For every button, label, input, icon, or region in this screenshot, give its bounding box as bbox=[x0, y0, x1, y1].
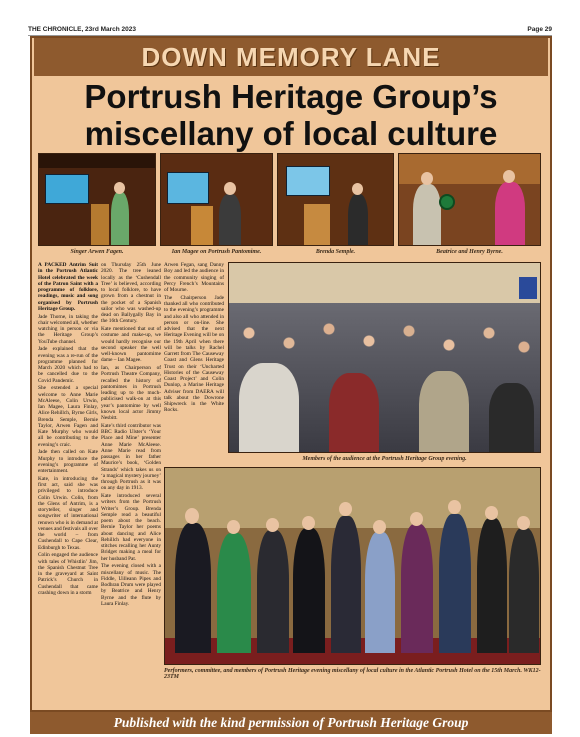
paragraph: Ian, as Chairperson of Portrush Theatre Company, recalled the history of pantomimes in Portrush leading up to the much-publicised walk-on at this year’s pantomime by well known local actor Jimmy Nesbitt. bbox=[101, 365, 161, 421]
page-header bbox=[28, 24, 552, 36]
caption-brenda-semple: Brenda Semple. bbox=[315, 249, 356, 255]
article-column-1 bbox=[38, 262, 98, 598]
headline-line-1: Portrush Heritage Group’s bbox=[84, 78, 498, 115]
paragraph: Kate’s third contributor was BBC Radio Ulster’s ‘Your Place and Mine’ presenter Anne Marie McAleese. Anne Marie read from passages in her father Maurice’s book, ‘Golden Strands’ which takes us on ‘a magical mystery journey’ through Portrush as it was on any day in 1913. bbox=[101, 422, 161, 492]
paragraph: Colin engaged the audience with tales of Whistlin’ Jim, the Spanish Chestnut Tree in the graveyard at Saint Patrick’s Church in Cushendall that came crashing down in a storm bbox=[38, 552, 98, 596]
paragraph: Kate mentioned that out of costume and make-up, we would hardly recognise our second speaker the well well-known pantomime dame – Ian Magee. bbox=[101, 326, 161, 364]
section-banner bbox=[34, 38, 548, 76]
headline bbox=[34, 78, 548, 152]
paragraph: Jade then called on Kate Murphy to introduce the evening’s programme of entertainment. bbox=[38, 449, 98, 474]
photo-beatrice-henry-byrne bbox=[398, 153, 541, 246]
publication-date: THE CHRONICLE, 23rd March 2023 bbox=[28, 26, 137, 33]
paragraph: Jade Thorne, in taking the chair welcomed all, whether watching in person or via the Heritage Group’s YouTube channel. bbox=[38, 313, 99, 345]
article-column-3 bbox=[164, 262, 224, 415]
paragraph: Jade explained that the evening was a re-run of the programme planned for March 2020 which had to be cancelled due to the Covid Pandemic. bbox=[38, 346, 98, 384]
caption-audience: Members of the audience at the Portrush Heritage Group evening. bbox=[302, 456, 467, 462]
paragraph: Kate, in introducing the first act, said she was privileged to introduce Colin Urwin. Colin, from the Glens of Antrim, is a storyteller, singer and songwriter of international renown who is in demand at venues and festivals all over the world – from Cushendall to Cape Clear, Edinburgh to Texas. bbox=[38, 475, 99, 551]
paragraph: on Thursday 25th June 2020. The tree leaned locally as the ‘Cushendall Tree’ is believed, according to local folklore, to have grown from a chestnut in the pocket of a Spanish sailor who was washed-up dead on Ballygally Bay in the 16th Century. bbox=[101, 262, 161, 325]
caption-arwen-fagen: Singer Arwen Fagen. bbox=[70, 249, 124, 255]
paragraph: The Chairperson Jade thanked all who contributed to the evening’s programme and also all who attended in person or on-line. She advised that the next Heritage Evening will be on the 19th April when there will be talks by Rachel Garrett from The Causeway Coast and Glens Heritage Trust on their ‘Uncharted Histories of the Causeway Coast Project’ and Colin Dunlop, a Marine Heritage Adviser from DAERA will talk about the Dowrone Shipwreck in the White Rocks. bbox=[164, 294, 224, 414]
article-column-2 bbox=[101, 262, 161, 609]
paragraph: A PACKED Antrim Suit in the Portrush Atlantic Hotel celebrated the week of the Patron Saint with a programme of folklore, readings, music and song organised by Portrush Heritage Group. bbox=[38, 262, 98, 312]
paragraph: The evening closed with a miscellany of music. The Fiddle, Uilleann Pipes and Bodhran Drum were played by Beatrice and Henry Byrne and the flute by Laura Finlay. bbox=[101, 563, 161, 607]
photo-audience bbox=[228, 262, 541, 453]
photo-ian-magee bbox=[160, 153, 273, 246]
photo-group bbox=[164, 467, 541, 665]
photo-singer-arwen-fagen bbox=[38, 153, 156, 246]
caption-beatrice-henry-byrne: Beatrice and Henry Byrne. bbox=[436, 249, 503, 255]
paragraph: Kate introduced several writers from the Portrush Writer’s Group. Brenda Semple read a beautiful poem about the beach. Bernie Taylor her poems about dancing and Alice Rehillch had everyone in stitches recalling her Aunty Bridget making a meal for her husband Pat. bbox=[101, 493, 161, 562]
page-number: Page 29 bbox=[527, 26, 552, 33]
paragraph: Arwen Fegan, sang Danny Boy and led the audience in the community singing of Percy French’s Mountains of Mourne. bbox=[164, 262, 224, 293]
caption-group: Performers, committee, and members of Portrush Heritage evening miscellany of local culture in the Atlantic Portrush Hotel on the 15th March. WK12-23TM bbox=[164, 668, 541, 680]
section-title: DOWN MEMORY LANE bbox=[141, 41, 441, 72]
photo-brenda-semple bbox=[277, 153, 394, 246]
caption-ian-magee: Ian Magee on Portrush Pantomime. bbox=[171, 249, 262, 255]
headline-line-2: miscellany of local culture bbox=[84, 115, 498, 152]
footer-credit: Published with the kind permission of Portrush Heritage Group bbox=[113, 715, 469, 730]
footer-banner bbox=[30, 712, 552, 734]
paragraph: She extended a special welcome to Anne Marie McAleese, Colin Urwin, Ian Magee, Laura Finlay, Alice Rehillch, Byrne Girls, Brenda Semple, Bernie Taylor, Arwen Fagen and Kate Murphy who would all be contributing to the evening’s craic. bbox=[38, 385, 98, 448]
